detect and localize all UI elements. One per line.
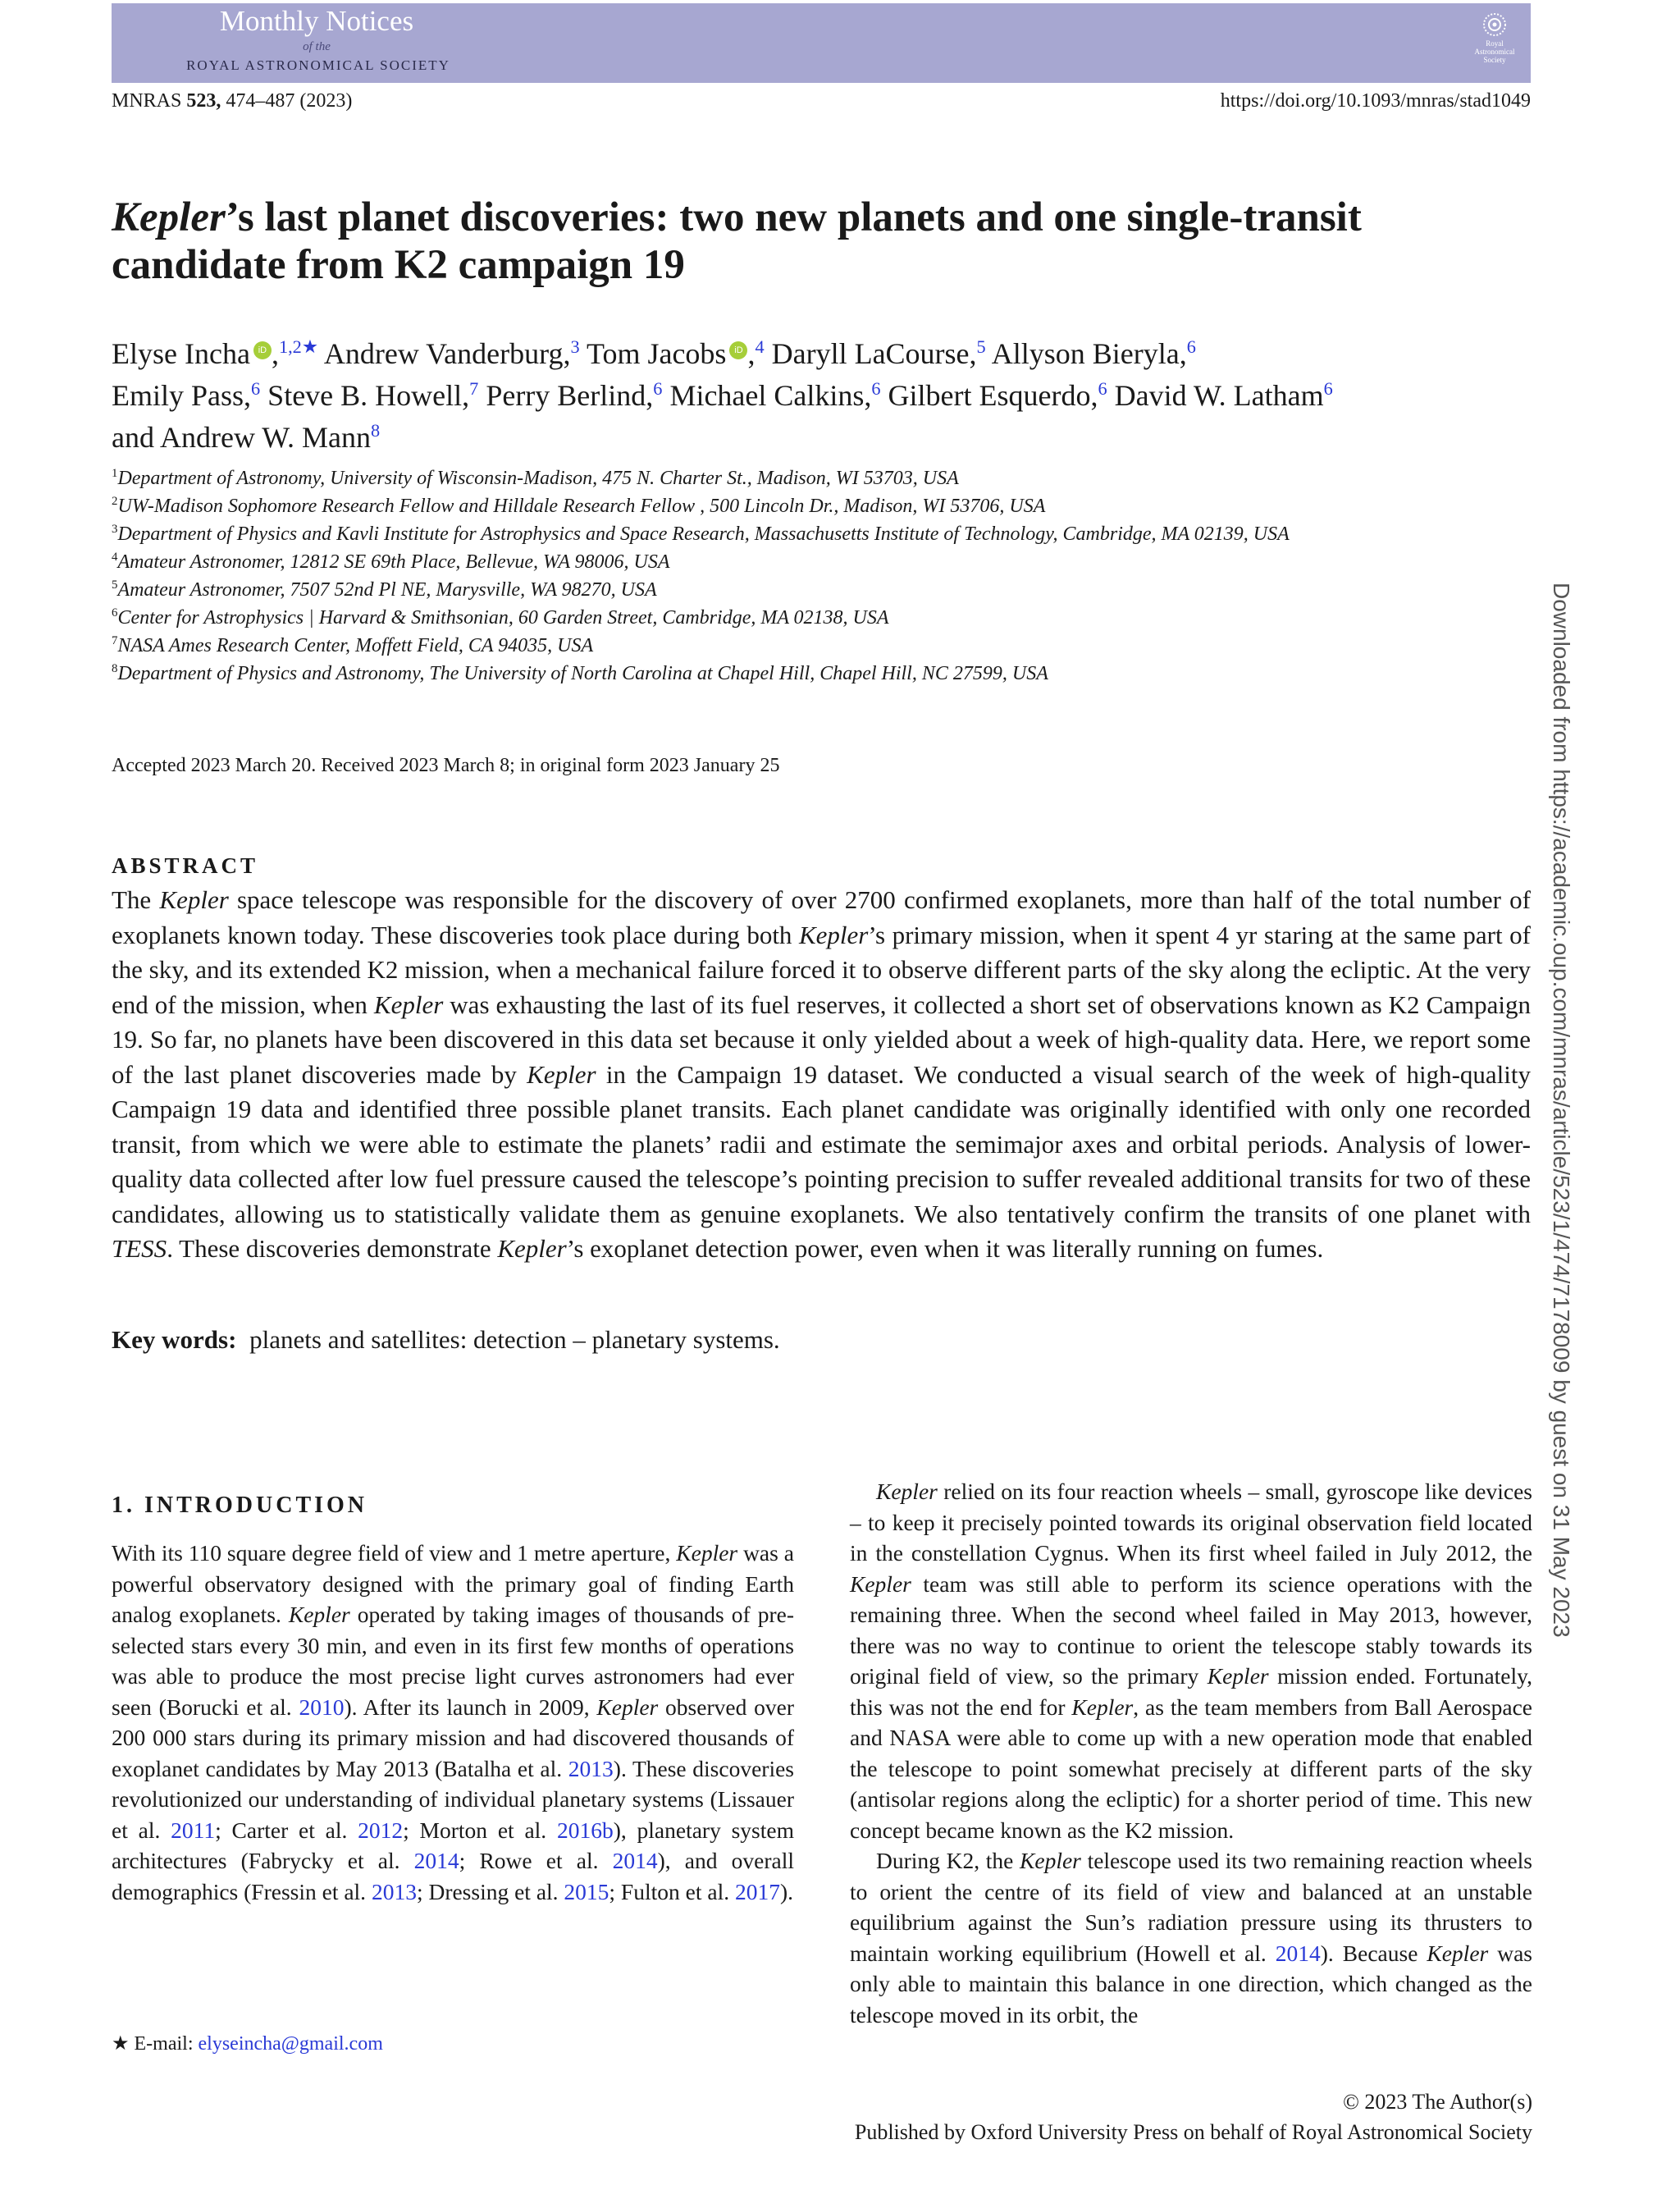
author: [112, 379, 260, 412]
received-dates: Accepted 2023 March 20. Received 2023 March 8; in original form 2023 January 25: [112, 755, 780, 776]
text-run: ; Dressing et al.: [416, 1878, 564, 1904]
affiliation-marker[interactable]: 6: [1323, 378, 1333, 399]
author: Elyse Incha iD ,$^{1,2★}$: [112, 336, 318, 370]
orcid-icon[interactable]: iD: [253, 341, 272, 359]
intro-left-column: [112, 1538, 794, 1907]
paper-title: [112, 194, 1539, 289]
italic-run: Kepler: [1207, 1663, 1269, 1689]
affiliation-marker[interactable]: 8: [370, 420, 381, 441]
author: [888, 379, 1107, 412]
citation-link[interactable]: 2012: [358, 1817, 404, 1843]
ras-logo-text: Royal Astronomical Society: [1474, 39, 1515, 64]
affiliation-number: 1: [112, 467, 118, 480]
italic-run: Kepler: [373, 990, 444, 1019]
italic-run: Kepler: [596, 1694, 659, 1720]
italic-run: Kepler: [497, 1234, 567, 1263]
affiliation: [112, 660, 1539, 688]
affiliation-text: UW-Madison Sophomore Research Fellow and Hilldale Research Fellow , 500 Lincoln Dr., Madison, WI 53706, USA: [117, 496, 1046, 517]
text-run: ), and overall demographics (Fressin et al.: [112, 1848, 794, 1904]
text-run: ).: [779, 1878, 794, 1904]
affiliation-text: Center for Astrophysics | Harvard & Smithsonian, 60 Garden Street, Cambridge, MA 02138, USA: [117, 607, 889, 629]
author: [324, 337, 580, 370]
download-note: Downloaded from https://academic.oup.com/mnras/article/523/1/474/7178009 by guest on 31 May 2023: [1549, 583, 1574, 1638]
text-run: , as the team members from Ball Aerospace and NASA were able to come up with a new operation mode that enabled the telescope to point somewhat precisely at different parts of the sky (antisolar regions along the ecliptic) for a shorter period of time. This new concept became known as the K2 mission.: [850, 1694, 1532, 1843]
keywords: [112, 1323, 780, 1357]
abstract-heading: ABSTRACT: [112, 853, 259, 878]
author-name: Elyse Incha: [112, 337, 250, 370]
text-run: operated by taking images of thousands of pre-selected stars every 30 min, and even in its first few months of operations was able to produce the most precise light curves astronomers had ever seen (Borucki et al.: [112, 1602, 794, 1720]
affiliation-number: 4: [112, 551, 118, 564]
journal-of: of the: [303, 40, 331, 53]
footnote-label: E-mail:: [129, 2033, 199, 2055]
affiliation-marker[interactable]: 7: [469, 378, 479, 399]
citation-link[interactable]: 2015: [564, 1878, 609, 1904]
affiliation-text: Department of Astronomy, University of Wisconsin-Madison, 475 N. Charter St., Madison, WI 53703, USA: [117, 468, 959, 489]
citation-link[interactable]: 2014: [413, 1848, 459, 1873]
author-list: [112, 333, 1539, 459]
affiliation-number: 5: [112, 578, 118, 592]
affiliation-marker[interactable]: 4: [755, 336, 765, 357]
text-run: was only able to maintain this balance in one direction, which changed as the telescope moved in its orbit, the: [850, 1940, 1532, 2027]
affiliation: [112, 464, 1539, 492]
citation-pages: 474–487 (2023): [226, 90, 353, 112]
citation: [112, 89, 352, 113]
affiliation-number: 8: [112, 662, 118, 675]
author: [267, 379, 478, 412]
author-name: Andrew Vanderburg,: [323, 337, 571, 370]
journal-banner: [112, 3, 1531, 83]
affiliation-marker[interactable]: 6: [251, 378, 261, 399]
italic-run: Kepler: [1427, 1940, 1489, 1966]
affiliation-marker[interactable]: 5: [976, 336, 986, 357]
publisher-line: Published by Oxford University Press on behalf of Royal Astronomical Society: [854, 2120, 1532, 2144]
journal-name: Monthly Notices: [219, 5, 414, 37]
footnote: [112, 2032, 383, 2056]
author: [1115, 379, 1333, 412]
affiliation: [112, 548, 1539, 576]
copyright: © 2023 The Author(s): [1343, 2090, 1532, 2114]
text-run: ). These discoveries revolutionized our understanding of individual planetary systems (Lissauer et al.: [112, 1755, 794, 1843]
text-run: telescope used its two remaining reaction wheels to orient the centre of its field of view and balanced at an unstable equilibrium against the Sun’s radiation pressure using its thrusters to maintain working equilibrium (Howell et al.: [850, 1848, 1532, 1966]
affiliation-text: Department of Physics and Astronomy, The University of North Carolina at Chapel Hill, Chapel Hill, NC 27599, USA: [117, 663, 1048, 684]
text-run: ’s exoplanet detection power, even when it was literally running on fumes.: [566, 1234, 1324, 1263]
affiliation-number: 6: [112, 606, 118, 619]
citation-link[interactable]: 2011: [171, 1817, 216, 1843]
affiliation-marker[interactable]: 1,2★: [278, 336, 318, 357]
orcid-icon[interactable]: iD: [729, 341, 747, 359]
italic-run: Kepler: [1071, 1694, 1134, 1720]
affiliation-marker[interactable]: 6: [1098, 378, 1107, 399]
text-run: mission ended. Fortunately, this was not the end for: [850, 1663, 1532, 1720]
author-name: Allyson Bieryla,: [991, 337, 1187, 370]
intro-paragraph-3: [850, 1845, 1532, 2030]
affiliation-marker[interactable]: 6: [653, 378, 663, 399]
text-run: relied on its four reaction wheels – small, gyroscope like devices – to keep it precisely pointed towards its original observation field located in the constellation Cygnus. When its first wheel failed in July 2012, the: [850, 1479, 1532, 1566]
text-run: The: [112, 885, 160, 914]
affiliation: [112, 492, 1539, 520]
author-name: Tom Jacobs: [586, 337, 727, 370]
author-name: David W. Latham: [1114, 379, 1324, 412]
text-run: ; Rowe et al.: [459, 1848, 613, 1873]
italic-run: Kepler: [159, 885, 229, 914]
ras-star-icon: [1480, 10, 1509, 39]
keywords-label: Key words:: [112, 1325, 237, 1354]
affiliation-text: Amateur Astronomer, 7507 52nd Pl NE, Marysville, WA 98270, USA: [117, 579, 657, 601]
author-name: Emily Pass,: [112, 379, 252, 412]
affiliation-number: 3: [112, 523, 118, 536]
affiliation: [112, 576, 1539, 604]
author-name: and Andrew W. Mann: [112, 421, 371, 454]
affiliation-number: 7: [112, 634, 118, 647]
citation-link[interactable]: 2014: [612, 1848, 658, 1873]
affiliation: [112, 520, 1539, 548]
citation-link[interactable]: 2013: [568, 1755, 614, 1781]
intro-paragraph-2: [850, 1476, 1532, 1845]
italic-run: Kepler: [876, 1479, 938, 1504]
title-rest: ’s last planet discoveries: two new planets and one single-transit candidate from K2 campaign 19: [112, 194, 1362, 288]
abstract-text: [112, 883, 1531, 1267]
italic-run: Kepler: [676, 1540, 738, 1566]
citation-volume: 523,: [186, 90, 221, 112]
text-run: ), planetary system architectures (Fabrycky et al.: [112, 1817, 794, 1873]
email-link[interactable]: elyseincha@gmail.com: [198, 2033, 383, 2055]
citation-link[interactable]: 2013: [371, 1878, 417, 1904]
affiliation-text: NASA Ames Research Center, Moffett Field, CA 94035, USA: [117, 635, 594, 656]
author: Tom Jacobs iD ,$^4$: [586, 336, 765, 370]
italic-run: Kepler: [1020, 1848, 1081, 1873]
text-run: ). After its launch in 2009,: [344, 1694, 597, 1720]
text-run: ’s primary mission, when it spent 4 yr staring at the same part of the sky, and its extended K2 mission, when a mechanical failure forced it to observe different parts of the sky along the ecliptic. At the very end of the mission, when: [112, 920, 1531, 1019]
author-name: Daryll LaCourse,: [771, 337, 977, 370]
author-name: Perry Berlind,: [486, 379, 654, 412]
text-run: in the Campaign 19 dataset. We conducted a visual search of the week of high-quality Campaign 19 data and identified three possible planet transits. Each planet candidate was originally identified with only one recorded transit, from which we were able to estimate the planets’ radii and estimate the semimajor axes and orbital periods. Analysis of lower-quality data collected after low fuel pressure caused the telescope’s pointing precision to suffer revealed additional transits for two of these candidates, allowing us to statistically validate them as genuine exoplanets. We also tentatively confirm the transits of one planet with: [112, 1059, 1531, 1228]
affiliation-text: Department of Physics and Kavli Institute for Astrophysics and Space Research, Massachusetts Institute of Technology, Cambridge, MA 02139, USA: [117, 523, 1290, 545]
affiliation-marker[interactable]: 6: [871, 378, 881, 399]
affiliation: [112, 632, 1539, 660]
text-run: observed over 200 000 stars during its primary mission and had discovered thousands of exoplanet candidates by May 2013 (Batalha et al.: [112, 1694, 795, 1781]
italic-run: TESS: [112, 1234, 167, 1263]
title-italic: Kepler: [112, 194, 226, 240]
affiliation-list: [112, 464, 1539, 688]
affiliation-marker[interactable]: 6: [1186, 336, 1196, 357]
text-run: space telescope was responsible for the discovery of over 2700 confirmed exoplanets, more than half of the total number of exoplanets known today. These discoveries took place during both: [112, 885, 1531, 949]
affiliation-number: 2: [112, 495, 118, 508]
footnote-star: ★: [112, 2033, 130, 2055]
author: [669, 379, 880, 412]
text-run: was exhausting the last of its fuel reserves, it collected a short set of observations known as K2 Campaign 19. So far, no planets have been discovered in this data set because it only yielded about a week of high-quality data. Here, we report some of the last planet discoveries made by: [112, 990, 1531, 1089]
text-run: During K2, the: [876, 1848, 1020, 1873]
text-run: . These discoveries demonstrate: [167, 1234, 498, 1263]
italic-run: Kepler: [798, 920, 869, 949]
author-name: Michael Calkins,: [669, 379, 872, 412]
author: [772, 337, 986, 370]
affiliation-text: Amateur Astronomer, 12812 SE 69th Place, Bellevue, WA 98006, USA: [117, 551, 670, 573]
author-name: Steve B. Howell,: [267, 379, 470, 412]
affiliation-marker[interactable]: 3: [570, 336, 580, 357]
text-run: ; Morton et al.: [403, 1817, 557, 1843]
journal-society: ROYAL ASTRONOMICAL SOCIETY: [186, 57, 450, 73]
author-name: Gilbert Esquerdo,: [888, 379, 1098, 412]
text-run: was a powerful observatory designed with the primary goal of finding Earth analog exoplanets.: [112, 1540, 794, 1627]
doi-link[interactable]: https://doi.org/10.1093/mnras/stad1049: [1220, 90, 1531, 112]
text-run: ; Fulton et al.: [609, 1878, 735, 1904]
intro-right-column: [850, 1476, 1532, 2030]
italic-run: Kepler: [288, 1602, 350, 1627]
text-run: ). Because: [1320, 1940, 1427, 1966]
author: [486, 379, 662, 412]
author: [992, 337, 1196, 370]
text-run: team was still able to perform its science operations with the remaining three. When the second wheel failed in May 2013, however, there was no way to continue to orient the telescope stably towards its original field of view, so the primary: [850, 1570, 1532, 1689]
citation-journal: MNRAS: [112, 90, 182, 112]
text-run: ; Carter et al.: [215, 1817, 358, 1843]
affiliation: [112, 604, 1539, 632]
italic-run: Kepler: [527, 1059, 596, 1089]
intro-heading: 1. INTRODUCTION: [112, 1493, 368, 1518]
author: [112, 421, 380, 454]
keywords-text: planets and satellites: detection – planetary systems.: [249, 1325, 780, 1354]
italic-run: Kepler: [850, 1570, 911, 1597]
citation-link[interactable]: 2016b: [556, 1817, 614, 1843]
citation-link[interactable]: 2017: [734, 1878, 780, 1904]
ras-logo: [1470, 10, 1519, 77]
citation-link[interactable]: 2010: [299, 1694, 345, 1720]
text-run: With its 110 square degree field of view and 1 metre aperture,: [112, 1540, 677, 1566]
citation-link[interactable]: 2014: [1275, 1940, 1321, 1966]
